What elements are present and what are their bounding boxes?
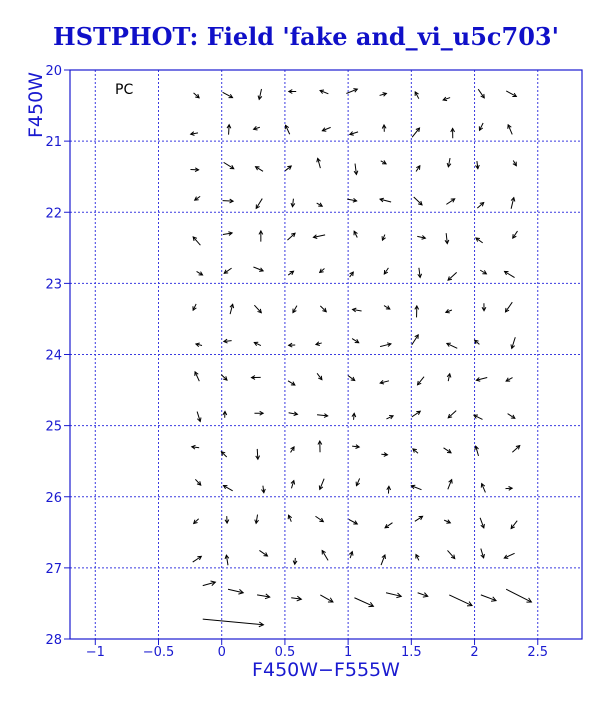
vector-arrow [223,92,233,97]
vector-arrow [193,304,196,310]
vector-arrow [478,89,484,98]
vector-arrow [223,411,227,417]
x-tick-label: 1 [343,645,353,660]
vector-arrow [447,550,454,558]
vector-shaft [354,598,373,607]
vector-arrow [289,343,296,347]
vector-arrow [288,381,295,385]
vector-arrow [475,446,479,456]
vector-arrow [191,132,198,136]
vector-arrow [475,340,480,344]
vector-arrow [193,237,200,245]
y-tick-label: 20 [45,64,62,79]
vector-arrow [384,268,388,274]
vector-arrow [225,555,229,565]
vector-arrow [349,552,353,558]
vector-arrow [285,125,289,134]
vector-arrow [293,306,297,313]
vector-arrow [414,197,422,205]
x-tick-label: 0.5 [274,645,296,660]
vector-arrow [317,373,322,379]
vector-arrow [320,90,328,94]
vector-arrow [511,337,515,348]
y-tick-label: 22 [45,206,62,222]
vector-arrow [289,412,298,416]
vector-shaft [449,595,472,606]
vector-arrow [448,272,457,280]
vector-arrow [449,595,472,606]
vector-arrow [354,164,358,175]
vector-arrow [505,302,512,312]
vector-arrow [291,199,295,207]
vector-arrow [194,93,200,98]
vector-arrow [508,125,512,135]
vector-arrow [289,90,296,94]
vector-arrow [385,523,392,528]
vector-arrow [415,516,423,521]
vector-arrow [230,304,234,314]
vector-field [190,89,531,627]
vector-arrow [253,267,263,271]
x-tick-label: 1.5 [400,645,422,660]
vector-arrow [476,377,487,381]
vector-arrow [350,132,358,136]
vector-arrow [317,203,323,206]
vector-arrow [481,595,496,601]
vector-arrow [190,168,198,172]
x-tick-label: −1 [85,645,105,660]
y-tick-label: 28 [45,633,62,648]
vector-arrow [223,486,232,491]
vector-arrow [221,452,226,457]
vector-arrow [254,305,261,313]
vector-arrow [223,199,234,203]
vector-arrow [447,158,451,167]
vector-arrow [352,445,359,449]
vector-arrow [193,556,202,562]
y-tick-label: 26 [45,490,62,506]
vector-arrow [316,342,322,346]
vector-arrow [416,555,419,561]
y-tick-labels [45,64,62,648]
vector-arrow [203,581,216,586]
vector-arrow [382,235,386,241]
vector-arrow [349,519,357,524]
vector-arrow [474,415,483,419]
vector-arrow [320,269,325,273]
vector-arrow [317,414,328,418]
vector-arrow [446,309,452,313]
vector-arrow [197,271,203,275]
vector-arrow [203,619,264,627]
vector-arrow [254,126,260,130]
vector-arrow [352,339,359,343]
vector-arrow [317,158,321,168]
vector-arrow [348,375,355,380]
vector-arrow [443,97,450,101]
vector-arrow [223,232,232,236]
vector-arrow [444,448,451,453]
vector-arrow [506,91,516,97]
vector-arrow [511,198,515,209]
vector-arrow [451,128,455,138]
vector-arrow [293,558,297,564]
vector-arrow [195,372,200,381]
vector-arrow [384,306,390,310]
y-tick-label: 23 [45,277,62,293]
vector-arrow [446,199,454,205]
vector-arrow [477,203,483,209]
vector-arrow [288,271,293,275]
vector-arrow [291,596,301,601]
vector-arrow [418,268,422,278]
vector-arrow [418,593,428,598]
vector-arrow [444,520,450,524]
vector-arrow [513,161,516,166]
x-tick-labels [86,645,548,660]
axis-ticks [64,70,538,645]
vector-arrow [224,268,231,273]
vector-arrow [412,335,419,345]
vector-shaft [203,619,264,625]
vector-arrow [258,89,262,99]
vector-arrow [353,308,362,312]
chart-title: HSTPHOT: Field 'fake and_vi_u5c703' [53,22,559,51]
vector-arrow [195,196,200,200]
vector-arrow [413,449,418,453]
vector-arrow [380,343,391,347]
vector-arrow [318,441,322,452]
vector-arrow [227,125,231,135]
vector-arrow [192,445,199,449]
vector-arrow [319,479,324,490]
vector-arrow [320,306,326,312]
vector-arrow [511,521,517,529]
vector-arrow [482,303,486,310]
vector-arrow [254,411,263,415]
vector-arrow [225,516,229,523]
vector-arrow [380,380,389,384]
vector-arrow [224,339,232,343]
vector-arrow [476,161,480,169]
vector-arrow [387,486,391,493]
vector-arrow [315,516,323,521]
vector-arrow [412,411,420,417]
vector-arrow [386,416,393,419]
x-tick-label: 0 [217,645,226,660]
y-tick-label: 24 [45,348,62,364]
vector-arrow [196,343,202,347]
vector-arrow [259,231,263,242]
vector-arrow [256,199,262,209]
vector-arrow [224,162,234,168]
vector-arrow [256,167,264,172]
y-tick-label: 25 [45,419,62,435]
vector-arrow [386,593,401,598]
vector-arrow [506,378,512,382]
vector-arrow [448,411,456,418]
vector-arrow [481,549,485,558]
y-tick-label: 21 [45,135,62,151]
vector-arrow [513,231,518,238]
vector-arrow [259,550,267,556]
vector-arrow [447,343,457,348]
vector-arrow [411,485,421,489]
vector-arrow [313,235,325,239]
vector-arrow [415,92,419,99]
x-tick-label: −0.5 [142,645,175,660]
vector-arrow [285,166,291,171]
vector-arrow [352,413,356,419]
vector-arrow [447,374,451,381]
vector-arrow [415,306,419,318]
vector-arrow [347,198,356,202]
vector-arrow [381,555,385,565]
y-tick-label: 27 [45,561,62,577]
panel-label: PC [115,82,134,98]
vector-arrow [380,198,391,202]
vector-arrow [479,123,483,130]
vector-arrow [256,449,260,459]
vector-arrow [356,478,360,485]
vector-arrow [380,93,387,97]
x-tick-label: 2 [470,645,479,660]
vector-arrow [481,484,485,493]
vector-arrow [350,272,354,277]
vector-arrow [382,125,386,132]
vector-arrow [448,480,452,490]
x-axis-label: F450W−F555W [252,659,400,681]
vector-arrow [505,486,512,490]
vector-arrow [506,589,531,602]
vector-arrow [416,166,420,172]
x-tick-label: 2.5 [527,645,549,660]
vector-shaft [448,272,457,280]
vector-arrow [505,271,515,277]
vector-arrow [194,519,199,524]
vector-arrow [445,233,449,243]
vector-arrow [354,598,373,607]
vector-arrow [254,342,261,345]
vector-arrow [320,595,333,602]
vector-arrow [291,447,295,453]
y-axis-label: F450W [25,72,47,138]
vector-arrow [381,453,387,457]
vector-arrow [417,236,425,240]
vector-arrow [195,479,200,485]
vector-arrow [480,518,484,528]
vector-shaft [506,589,531,602]
grid-lines [70,70,582,639]
vector-arrow [476,238,483,243]
vector-arrow [412,128,419,137]
vector-arrow [508,414,515,419]
vector-arrow [251,376,260,380]
vector-arrow [291,481,295,489]
vector-arrow [228,589,243,594]
vector-shaft [414,197,422,205]
vector-arrow [287,233,295,240]
vector-arrow [504,553,514,558]
vector-arrow [354,231,357,237]
vector-arrow [480,270,486,274]
vector-arrow [322,127,330,131]
vector-arrow [418,377,425,385]
vector-arrow [288,515,292,522]
vector-arrow [322,551,328,561]
vector-arrow [261,486,265,493]
vector-arrow [381,160,386,163]
vector-arrow [512,446,519,453]
vector-arrow [257,594,270,599]
vector-arrow [255,515,259,524]
vector-arrow [197,412,201,422]
